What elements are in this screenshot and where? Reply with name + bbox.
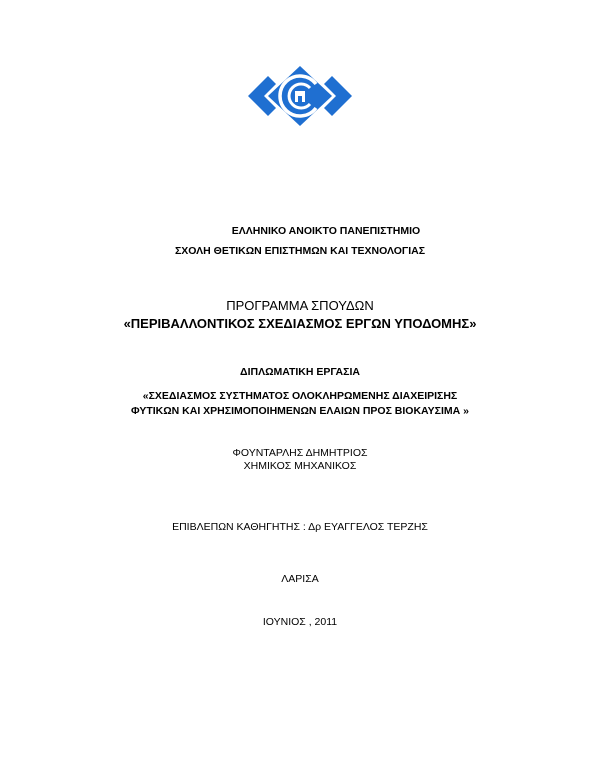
- date: ΙΟΥΝΙΟΣ , 2011: [262, 616, 338, 628]
- emblem-center-notch: [298, 96, 302, 102]
- program-label: ΠΡΟΓΡΑΜΜΑ ΣΠΟΥΔΩΝ: [226, 298, 374, 313]
- author-name: ΦΟΥΝΤΑΡΛΗΣ ΔΗΜΗΤΡΙΟΣ: [232, 447, 368, 459]
- school-name: ΣΧΟΛΗ ΘΕΤΙΚΩΝ ΕΠΙΣΤΗΜΩΝ ΚΑΙ ΤΕΧΝΟΛΟΓΙΑΣ: [174, 245, 426, 257]
- university-name: ΕΛΛΗΝΙΚΟ ΑΝΟΙΚΤΟ ΠΑΝΕΠΙΣΤΗΜΙΟ: [231, 225, 421, 237]
- city: ΛΑΡΙΣΑ: [281, 573, 319, 585]
- university-emblem-icon: [246, 64, 354, 128]
- program-name: «ΠΕΡΙΒΑΛΛΟΝΤΙΚΟΣ ΣΧΕΔΙΑΣΜΟΣ ΕΡΓΩΝ ΥΠΟΔΟΜΗΣ»: [123, 316, 477, 331]
- thesis-title-line-2: ΦΥΤΙΚΩΝ ΚΑΙ ΧΡΗΣΙΜΟΠΟΙΗΜΕΝΩΝ ΕΛΑΙΩΝ ΠΡΟΣ ΒΙΟΚΑΥΣΙΜΑ »: [131, 405, 469, 417]
- author-role: ΧΗΜΙΚΟΣ ΜΗΧΑΝΙΚΟΣ: [243, 460, 357, 472]
- thesis-title-line-1: «ΣΧΕΔΙΑΣΜΟΣ ΣΥΣΤΗΜΑΤΟΣ ΟΛΟΚΛΗΡΩΜΕΝΗΣ ΔΙΑΧΕΙΡΙΣΗΣ: [142, 390, 458, 402]
- thesis-label: ΔΙΠΛΩΜΑΤΙΚΗ ΕΡΓΑΣΙΑ: [240, 366, 360, 378]
- supervisor: ΕΠΙΒΛΕΠΩΝ ΚΑΘΗΓΗΤΗΣ : Δρ ΕΥΑΓΓΕΛΟΣ ΤΕΡΖΗΣ: [172, 521, 428, 533]
